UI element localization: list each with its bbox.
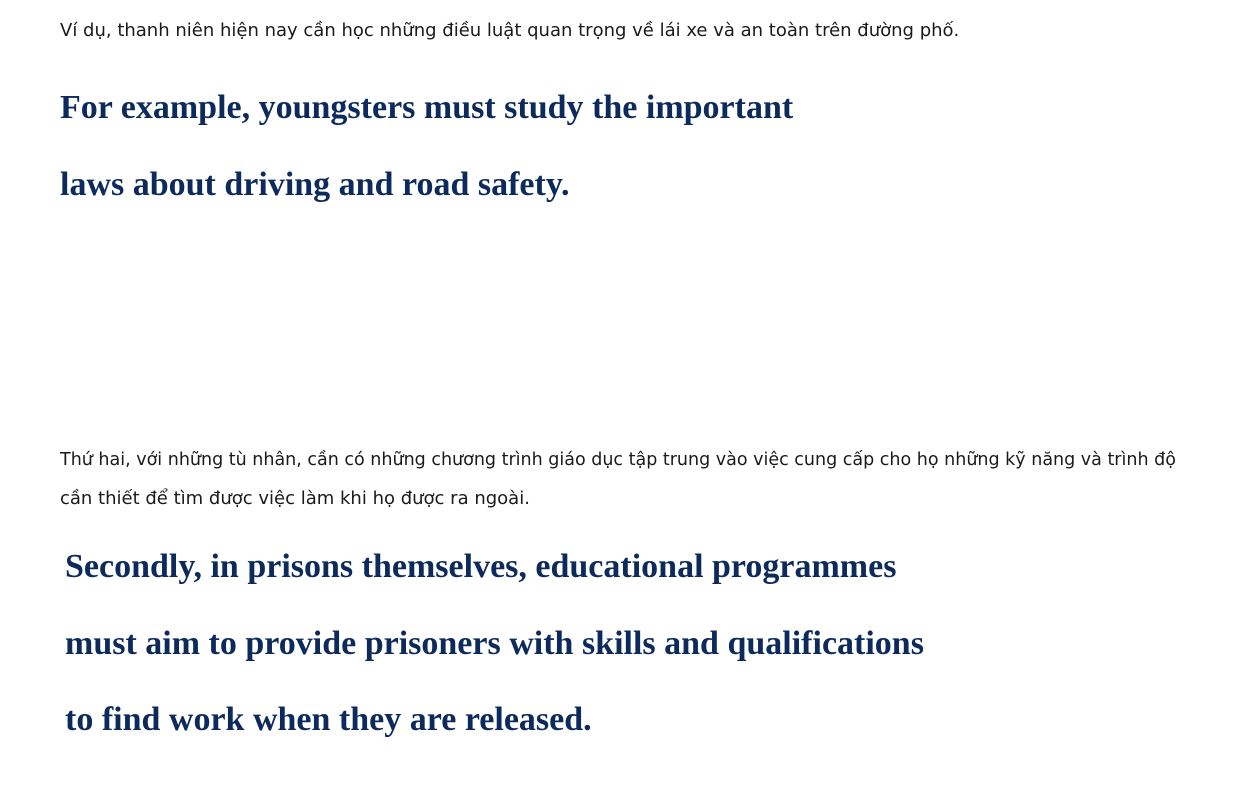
english-sentence-2-line-3: to find work when they are released. — [65, 701, 592, 738]
english-sentence-2-line-1: Secondly, in prisons themselves, educational programmes — [65, 548, 897, 585]
english-sentence-2-line-2: must aim to provide prisoners with skills and qualifications — [65, 625, 924, 662]
vietnamese-sentence-2-line-2: cần thiết để tìm được việc làm khi họ được ra ngoài. — [60, 488, 530, 509]
vietnamese-sentence-1: Ví dụ, thanh niên hiện nay cần học những điều luật quan trọng về lái xe và an toàn trên đường phố. — [60, 20, 960, 41]
english-sentence-1-line-2: laws about driving and road safety. — [60, 166, 570, 203]
vietnamese-sentence-2-line-1: Thứ hai, với những tù nhân, cần có những chương trình giáo dục tập trung vào việc cung cấp cho họ những kỹ năng và trình độ — [60, 450, 1176, 470]
english-sentence-1-line-1: For example, youngsters must study the important — [60, 89, 794, 126]
